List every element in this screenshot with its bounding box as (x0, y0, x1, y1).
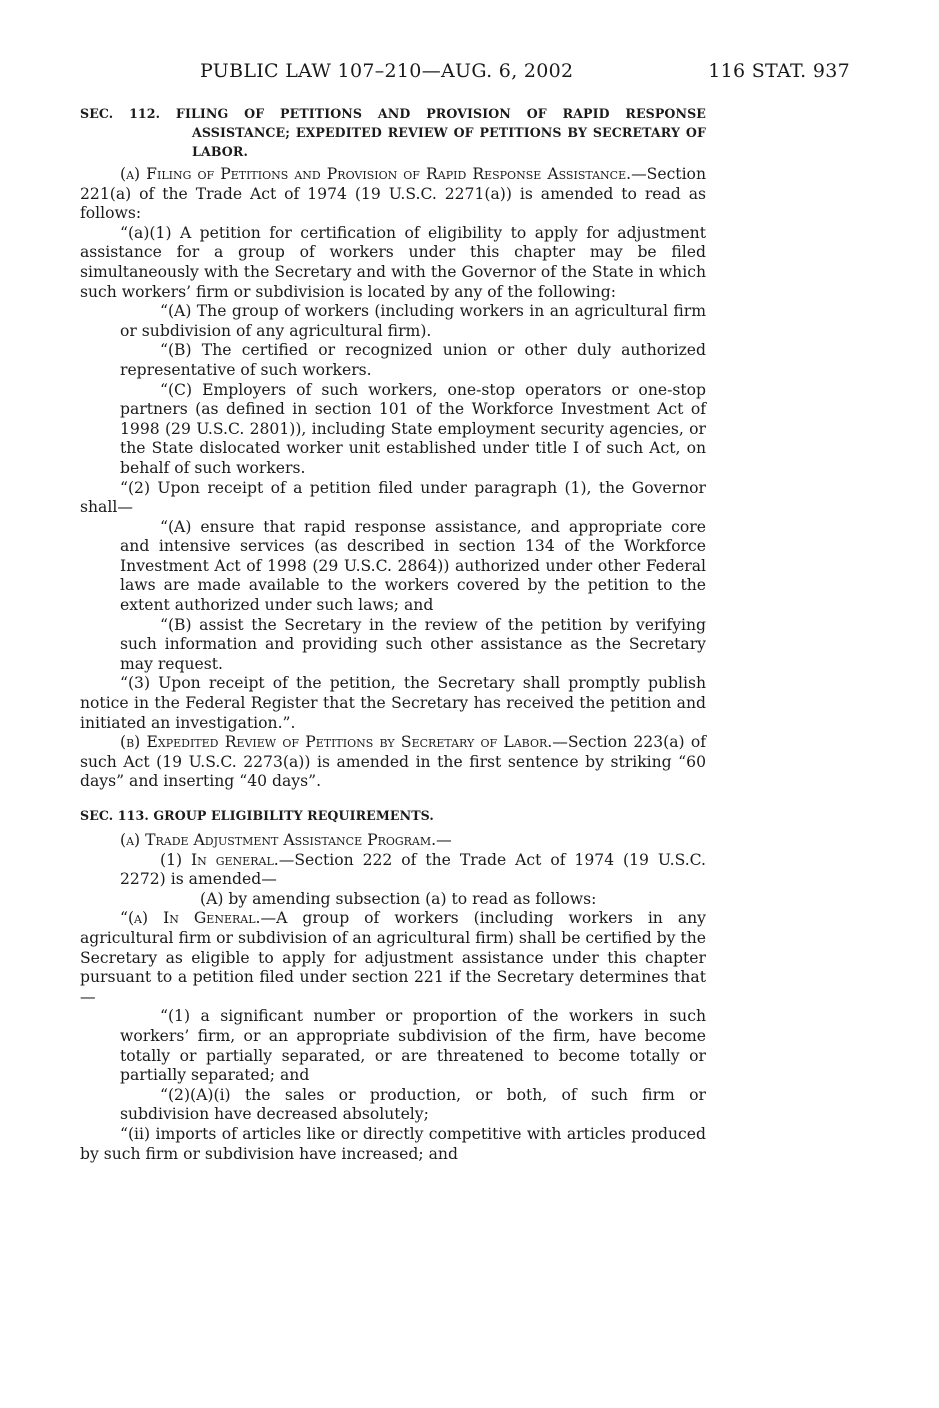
subparagraph-A: “(A) The group of workers (including workers in an agricultural firm or subdivision of any agricultural firm). (120, 302, 706, 340)
subparagraph-2A: “(A) ensure that rapid response assistance, and appropriate core and intensive services (as described in section 134 of the Workforce Investment Act of 1998 (29 U.S.C. 2864)) authorized under other Federal laws are made available to the workers covered by the petition to the extent authorized under such laws; and (120, 517, 706, 615)
paragraph-3: “(3) Upon receipt of the petition, the Secretary shall promptly publish notice in the Federal Register that the Secretary has received the petition and initiated an investigation.”. (80, 674, 706, 732)
subparagraph-2B: “(B) assist the Secretary in the review of the petition by verifying such information and providing such other assistance as the Secretary may request. (120, 615, 706, 673)
subsection-113a-caption: (a) Trade Adjustment Assistance Program. (120, 831, 437, 849)
quoted-subsection-a-text: —A group of workers (including workers in any agricultural firm or subdivision of an agricultural firm) shall be certified by the Secretary as eligible to apply for adjustment assistance under this chapter pursuant to a petition filed under section 221 if the Secretary determines that— (80, 909, 706, 1006)
quoted-paragraph-1: “(1) a significant number or proportion of the workers in such workers’ firm, or an appropriate subdivision of the firm, have become totally or partially separated, or are threatened to become totally or partially separated; and (120, 1007, 706, 1085)
paragraph-a1: “(a)(1) A petition for certification of eligibility to apply for adjustment assistance for a group of workers under this chapter may be filed simultaneously with the Secretary and with the Governor of the State in which such workers’ firm or subdivision is located by any of the following: (80, 223, 706, 301)
section-112-subsection-b (80, 733, 706, 792)
subparagraph-C: “(C) Employers of such workers, one-stop operators or one-stop partners (as defined in section 101 of the Workforce Investment Act of 1998 (29 U.S.C. 2801)), including State employment security agencies, or the State dislocated worker unit established under title I of such Act, on behalf of such workers. (120, 380, 706, 477)
section-113-heading: SEC. 113. GROUP ELIGIBILITY REQUIREMENTS. (80, 808, 434, 823)
document-body (80, 104, 706, 1164)
section-112-heading: SEC. 112. FILING OF PETITIONS AND PROVISION OF RAPID RESPONSE ASSISTANCE; EXPEDITED REVIEW OF PETITIONS BY SECRETARY OF LABOR. (80, 106, 706, 159)
subsection-a-text: —Section 221(a) of the Trade Act of 1974 (19 U.S.C. 2271(a)) is amended to read as follows: (80, 165, 706, 223)
paragraph-1-text: —Section 222 of the Trade Act of 1974 (19 U.S.C. 2272) is amended— (120, 850, 706, 889)
section-113-paragraph-1 (80, 851, 706, 890)
quoted-subsection-a (80, 909, 706, 1007)
subsection-b-caption: (b) Expedited Review of Petitions by Secretary of Labor. (120, 733, 553, 752)
quoted-subsection-a-caption: “(a) In General. (120, 909, 261, 928)
paragraph-1-caption: (1) In general. (160, 850, 279, 869)
subsection-b-text: —Section 223(a) of such Act (19 U.S.C. 2273(a)) is amended in the first sentence by striking “60 days” and inserting “40 days”. (80, 733, 706, 791)
subsection-a-caption: (a) Filing of Petitions and Provision of Rapid Response Assistance. (120, 165, 632, 183)
subparagraph-B: “(B) The certified or recognized union or other duly authorized representative of such workers. (120, 341, 706, 379)
quoted-clause-ii: “(ii) imports of articles like or directly competitive with articles produced by such firm or subdivision have increased; and (80, 1124, 706, 1163)
statute-page-number: 116 STAT. 937 (708, 60, 850, 82)
section-113-subparagraph-A: (A) by amending subsection (a) to read as follows: (200, 889, 597, 908)
quoted-paragraph-2A-i: “(2)(A)(i) the sales or production, or both, of such firm or subdivision have decreased absolutely; (120, 1085, 706, 1124)
running-header (80, 60, 850, 86)
header-title: PUBLIC LAW 107–210—AUG. 6, 2002 (200, 60, 574, 82)
section-113-subsection-a (80, 831, 706, 851)
paragraph-2: “(2) Upon receipt of a petition filed under paragraph (1), the Governor shall— (80, 478, 706, 517)
subsection-113a-dash: — (436, 831, 452, 849)
section-112-subsection-a (80, 165, 706, 224)
